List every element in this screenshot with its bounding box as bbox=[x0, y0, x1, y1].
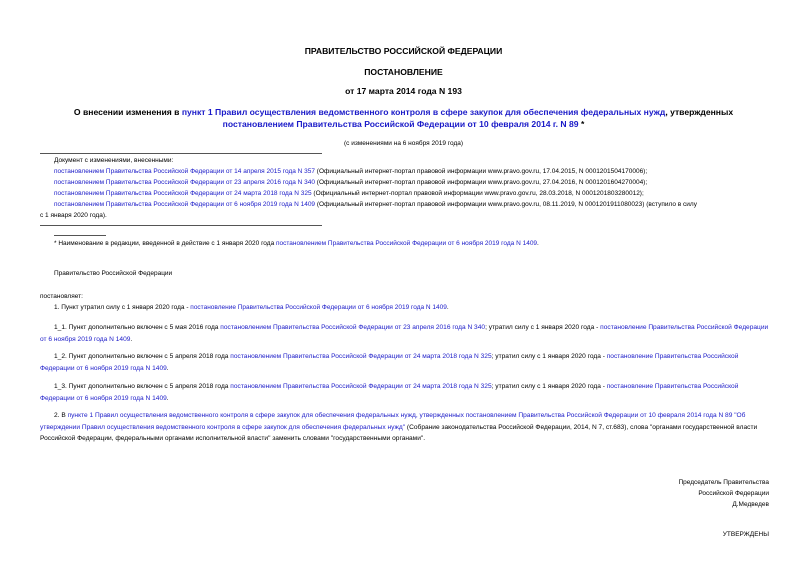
change-item-continuation: с 1 января 2020 года). bbox=[40, 212, 107, 219]
footnote-link[interactable]: постановлением Правительства Российской Федерации от 6 ноября 2019 года N 1409 bbox=[276, 240, 538, 247]
p1-2-link-325[interactable]: постановлением Правительства Российской Федерации от 24 марта 2018 года N 325 bbox=[230, 353, 492, 360]
approved-label: УТВЕРЖДЕНЫ bbox=[722, 531, 769, 538]
change-source: (Официальный интернет-портал правовой информации www.pravo.gov.ru, 17.04.2015, N 0001201504170006); bbox=[315, 168, 648, 175]
change-link[interactable]: постановлением Правительства Российской Федерации от 24 марта 2018 года N 325 bbox=[54, 190, 312, 197]
change-source: (Официальный интернет-портал правовой информации www.pravo.gov.ru, 28.03.2018, N 0001201803280012); bbox=[311, 190, 644, 197]
p1-end: . bbox=[446, 304, 449, 311]
p1-1-mid: ; утратил силу с 1 января 2020 года - bbox=[485, 324, 601, 331]
p1-2-link-1409[interactable]: постановление Правительства Российской Федерации от 6 ноября 2019 года N 1409 bbox=[40, 353, 739, 372]
title-suffix: * bbox=[578, 119, 585, 129]
change-item bbox=[54, 199, 697, 210]
change-item bbox=[54, 188, 644, 199]
doc-type-heading: ПОСТАНОВЛЕНИЕ bbox=[364, 67, 443, 77]
title-link-rules[interactable]: пункт 1 Правил осуществления ведомственного контроля в сфере закупок для обеспечения федеральных нужд bbox=[181, 107, 666, 117]
p1-3-link-325[interactable]: постановлением Правительства Российской Федерации от 24 марта 2018 года N 325 bbox=[230, 383, 492, 390]
changes-heading: Документ с изменениями, внесенными: bbox=[54, 157, 174, 164]
signature-title: Председатель Правительства bbox=[678, 479, 769, 486]
change-link[interactable]: постановлением Правительства Российской Федерации от 14 апреля 2015 года N 357 bbox=[54, 168, 315, 175]
paragraph-1 bbox=[54, 302, 449, 313]
title-prefix: О внесении изменения в bbox=[73, 107, 182, 117]
signature-name: Д.Медведев bbox=[732, 501, 769, 508]
p1-1-link-1409[interactable]: постановление Правительства Российской Федерации от 6 ноября 2019 года N 1409 bbox=[40, 324, 769, 343]
footnote-divider bbox=[54, 235, 106, 236]
footnote-end: . bbox=[537, 240, 539, 247]
change-item bbox=[54, 166, 647, 177]
p1-1-text: 1_1. Пункт дополнительно включен с 5 мая 2016 года bbox=[54, 324, 221, 331]
amendments-note: (с изменениями на 6 ноября 2019 года) bbox=[343, 140, 464, 147]
divider-bottom bbox=[40, 225, 322, 226]
footnote bbox=[54, 238, 539, 249]
p2-text: 2. В bbox=[54, 412, 68, 419]
p1-1-end: . bbox=[130, 335, 133, 343]
p1-text: 1. Пункт утратил силу с 1 января 2020 года - bbox=[54, 304, 191, 311]
change-link[interactable]: постановлением Правительства Российской Федерации от 23 апреля 2016 года N 340 bbox=[54, 179, 315, 186]
footnote-text: * Наименование в редакции, введенной в действие с 1 января 2020 года bbox=[54, 240, 276, 247]
change-item bbox=[54, 177, 647, 188]
p1-3-mid: ; утратил силу с 1 января 2020 года - bbox=[491, 383, 607, 390]
doc-title-line1 bbox=[0, 107, 807, 118]
paragraph-1-3 bbox=[40, 381, 770, 404]
p1-link[interactable]: постановление Правительства Российской Федерации от 6 ноября 2019 года N 1409 bbox=[190, 304, 447, 311]
p1-2-mid: ; утратил силу с 1 января 2020 года - bbox=[491, 353, 607, 360]
doc-title-line2 bbox=[0, 119, 807, 130]
title-mid: , утвержденных bbox=[665, 107, 734, 117]
divider-top bbox=[40, 153, 322, 154]
org-heading: ПРАВИТЕЛЬСТВО РОССИЙСКОЙ ФЕДЕРАЦИИ bbox=[304, 46, 503, 56]
p1-2-end: . bbox=[166, 364, 169, 372]
p1-3-text: 1_3. Пункт дополнительно включен с 5 апреля 2018 года bbox=[54, 383, 231, 390]
p1-2-text: 1_2. Пункт дополнительно включен с 5 апреля 2018 года bbox=[54, 353, 231, 360]
p1-3-end: . bbox=[166, 394, 169, 402]
paragraph-1-2 bbox=[40, 351, 770, 374]
p1-3-link-1409[interactable]: постановление Правительства Российской Федерации от 6 ноября 2019 года N 1409 bbox=[40, 383, 739, 402]
decides-line: постановляет: bbox=[40, 293, 83, 300]
title-link-resolution-89[interactable]: постановлением Правительства Российской Федерации от 10 февраля 2014 г. N 89 bbox=[222, 119, 579, 129]
change-link[interactable]: постановлением Правительства Российской Федерации от 6 ноября 2019 года N 1409 bbox=[54, 201, 316, 208]
date-number-heading: от 17 марта 2014 года N 193 bbox=[345, 86, 462, 96]
change-source: (Официальный интернет-портал правовой информации www.pravo.gov.ru, 27.04.2016, N 0001201604270004); bbox=[315, 179, 648, 186]
paragraph-2 bbox=[40, 410, 770, 445]
paragraph-1-1 bbox=[40, 322, 770, 345]
change-source: (Официальный интернет-портал правовой информации www.pravo.gov.ru, 08.11.2019, N 0001201911080023) (вступило в силу bbox=[315, 201, 697, 208]
signature-org: Российской Федерации bbox=[698, 490, 769, 497]
p2-link-rules[interactable]: пункте 1 Правил осуществления ведомственного контроля в сфере закупок для обеспечения федеральных нужд, утвержденных постановлением Правительства Российской Федерации от 10 февраля 2014 года N 89 "Об утверждении Правил осуществления ведомственного контроля в сфере закупок для обеспечения федеральных нужд" bbox=[40, 412, 746, 431]
p1-1-link-340[interactable]: постановлением Правительства Российской Федерации от 23 апреля 2016 года N 340 bbox=[220, 324, 486, 331]
p2-rest: (Собрание законодательства Российской Федерации, 2014, N 7, ст.683), слова "органами государственной власти Российской Федерации, федеральными органами исполнительной власти" заменить словами "государственными органами". bbox=[40, 423, 758, 442]
government-line: Правительство Российской Федерации bbox=[54, 270, 173, 277]
